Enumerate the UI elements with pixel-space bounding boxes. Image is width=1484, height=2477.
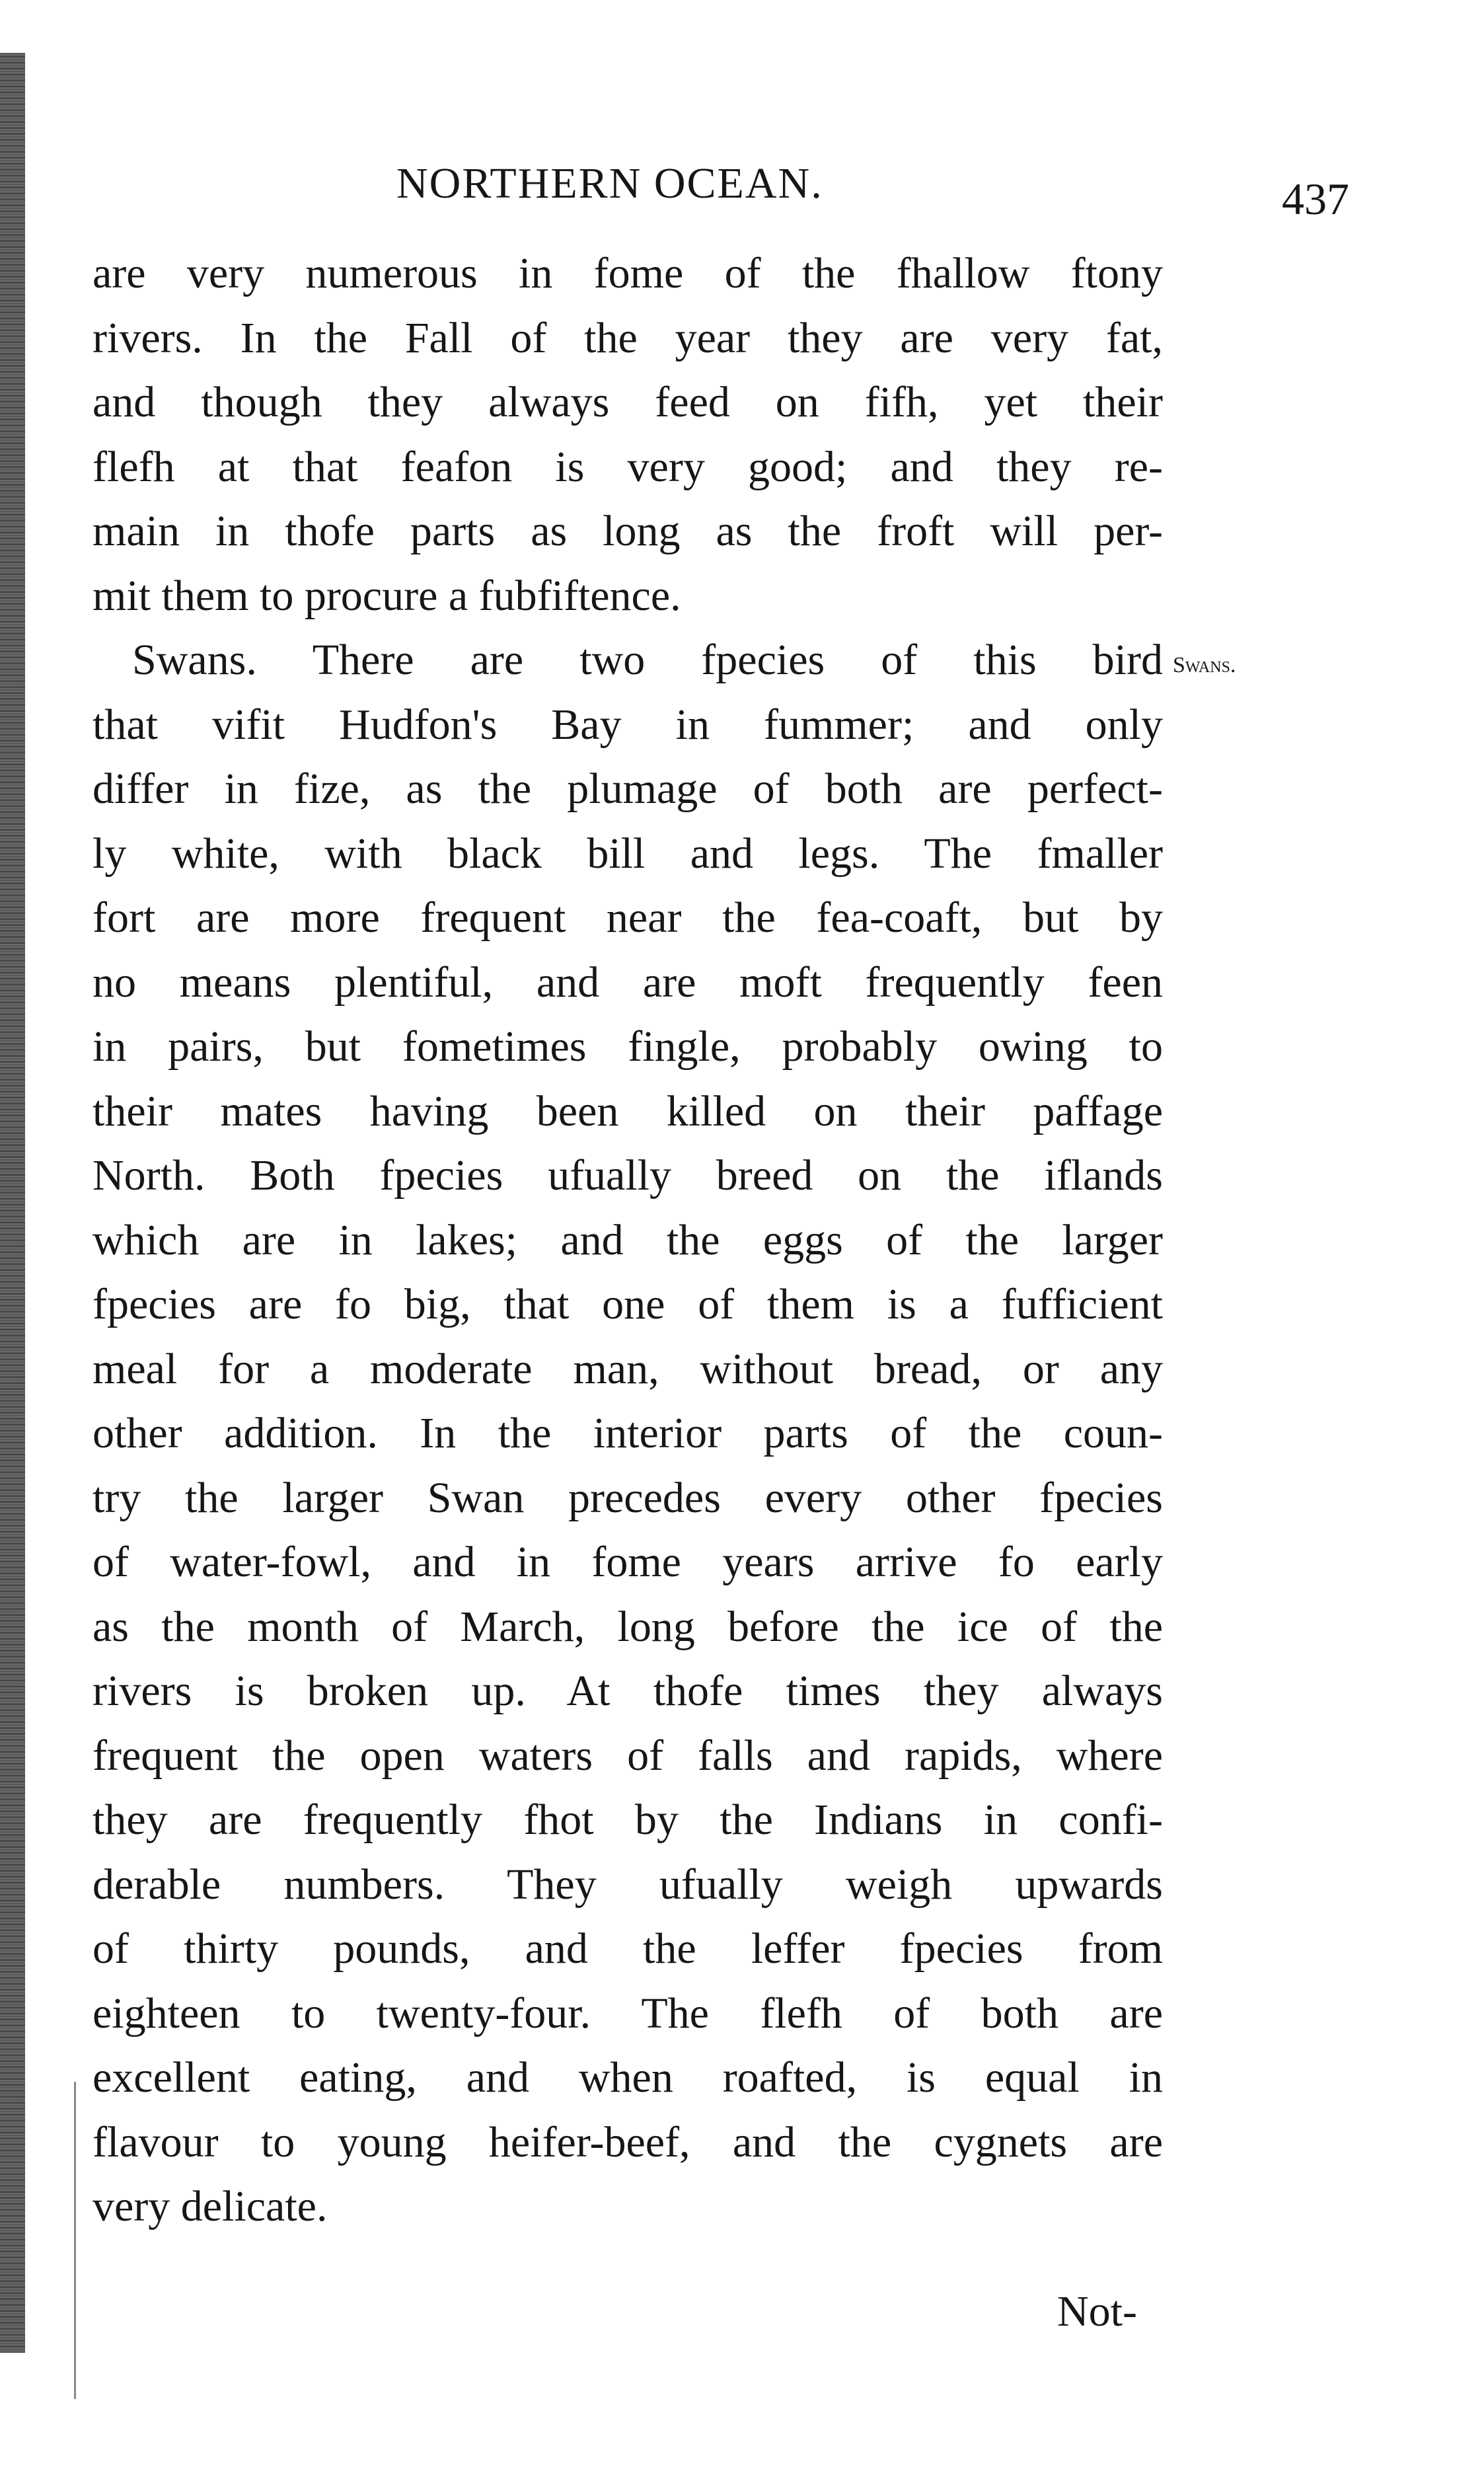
text-line: that vifit Hudfon's Bay in fummer; and only bbox=[93, 700, 1163, 749]
page-binding-edge bbox=[0, 53, 25, 2353]
text-line: in pairs, but fometimes fingle, probably owing to bbox=[93, 1022, 1163, 1071]
text-line: fort are more frequent near the fea-coaft, but by bbox=[93, 894, 1163, 942]
text-line: flefh at that feafon is very good; and they re- bbox=[93, 442, 1163, 491]
text-line: of thirty pounds, and the leffer fpecies from bbox=[93, 1924, 1163, 1973]
text-line: mit them to procure a fubfiftence. bbox=[93, 571, 681, 620]
text-line: ly white, with black bill and legs. The fmaller bbox=[93, 829, 1163, 878]
text-line: North. Both fpecies ufually breed on the iflands bbox=[93, 1151, 1163, 1200]
text-line: of water-fowl, and in fome years arrive fo early bbox=[93, 1538, 1163, 1586]
catchword: Not- bbox=[1057, 2287, 1137, 2336]
text-line-swans-heading: Swans. There are two fpecies of this bird bbox=[132, 636, 1163, 684]
text-line: rivers. In the Fall of the year they are very fat, bbox=[93, 313, 1163, 362]
text-line: differ in fize, as the plumage of both are perfect- bbox=[93, 765, 1163, 813]
text-line: which are in lakes; and the eggs of the larger bbox=[93, 1215, 1163, 1264]
text-line: fpecies are fo big, that one of them is a fufficient bbox=[93, 1280, 1163, 1328]
gutter-shadow-line bbox=[74, 2082, 76, 2399]
text-line: their mates having been killed on their paffage bbox=[93, 1086, 1163, 1135]
text-line: eighteen to twenty-four. The flefh of both are bbox=[93, 1989, 1163, 2038]
text-line: excellent eating, and when roafted, is equal in bbox=[93, 2053, 1163, 2102]
text-line: meal for a moderate man, without bread, or any bbox=[93, 1344, 1163, 1393]
text-line: as the month of March, long before the ice of the bbox=[93, 1602, 1163, 1651]
text-line: are very numerous in fome of the fhallow ftony bbox=[93, 249, 1163, 297]
text-line: try the larger Swan precedes every other fpecies bbox=[93, 1473, 1163, 1522]
text-line: derable numbers. They ufually weigh upwards bbox=[93, 1860, 1163, 1909]
text-line: other addition. In the interior parts of the coun- bbox=[93, 1409, 1163, 1457]
text-line: no means plentiful, and are moft frequently feen bbox=[93, 958, 1163, 1007]
margin-note: Swans. bbox=[1173, 653, 1236, 677]
body-text bbox=[93, 241, 1163, 2239]
page-number: 437 bbox=[1282, 174, 1349, 224]
text-line: and though they always feed on fifh, yet their bbox=[93, 378, 1163, 426]
text-line: they are frequently fhot by the Indians in confi- bbox=[93, 1796, 1163, 1844]
text-line: frequent the open waters of falls and rapids, where bbox=[93, 1731, 1163, 1780]
running-head: NORTHERN OCEAN. bbox=[396, 159, 823, 208]
text-line: very delicate. bbox=[93, 2182, 328, 2230]
text-line: flavour to young heifer-beef, and the cygnets are bbox=[93, 2117, 1163, 2166]
text-line: rivers is broken up. At thofe times they always bbox=[93, 1667, 1163, 1715]
text-line: main in thofe parts as long as the froft will per- bbox=[93, 507, 1163, 555]
